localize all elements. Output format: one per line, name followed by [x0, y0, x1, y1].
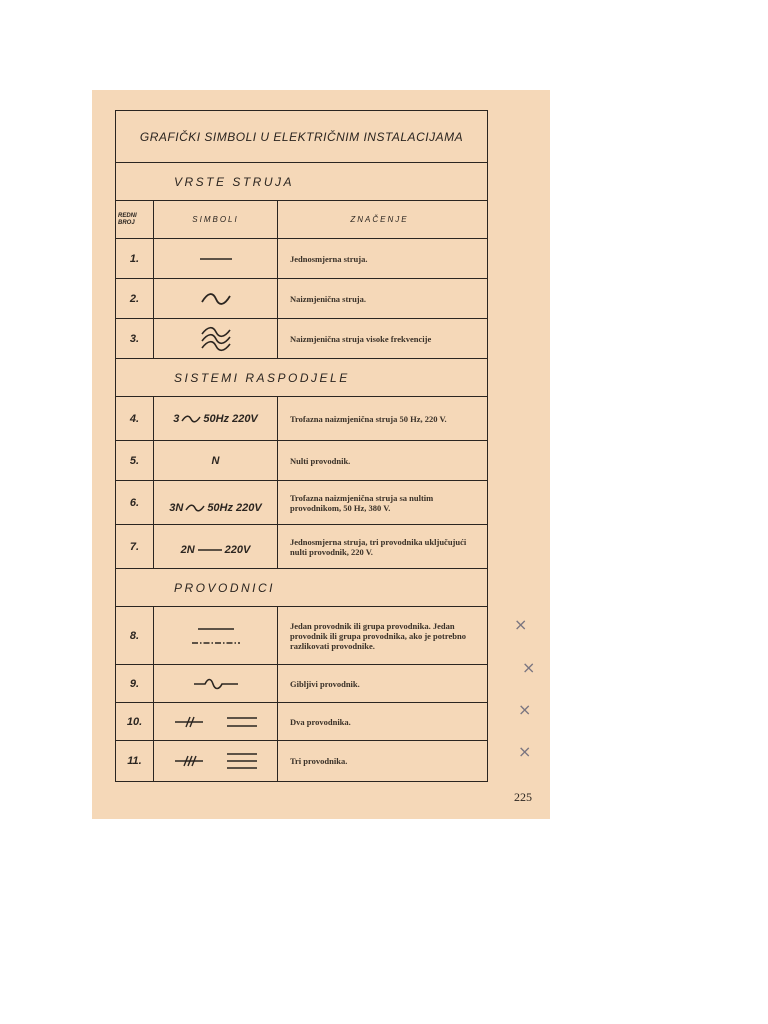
row-meaning: Trofazna naizmjenična struja 50 Hz, 220 V. [290, 413, 447, 424]
table-row [116, 279, 487, 319]
row-number: 7. [116, 525, 154, 568]
pencil-mark: × [518, 742, 532, 761]
symbol-dc-three-wire [154, 525, 278, 568]
section-conductors: PROVODNICI [116, 569, 487, 607]
symbol-three-conductors-icon [154, 741, 278, 781]
symbol-suffix: 50Hz 220V [207, 501, 262, 514]
table-row [116, 239, 487, 279]
table-row [116, 607, 487, 665]
line-icon [197, 547, 223, 553]
table-title: GRAFIČKI SIMBOLI U ELEKTRIČNIM INSTALACIJAMA [116, 111, 487, 163]
symbol-neutral: N [154, 441, 278, 480]
row-meaning: Nulti provodnik. [290, 455, 351, 466]
table-row [116, 703, 487, 741]
row-meaning: Dva provodnika. [290, 716, 351, 727]
page-number: 225 [514, 790, 532, 804]
row-number: 2. [116, 279, 154, 318]
table-row [116, 397, 487, 441]
section-distribution-systems: SISTEMI RASPODJELE [116, 359, 487, 397]
book-page [92, 90, 550, 819]
header-symbols: SIMBOLI [154, 201, 278, 238]
symbol-prefix: 3N [169, 501, 184, 514]
symbol-hf-ac-icon [154, 319, 278, 358]
section-current-types: VRSTE STRUJA [116, 163, 487, 201]
row-number: 11. [116, 741, 154, 781]
symbol-suffix: 50Hz 220V [203, 412, 258, 425]
symbol-flexible-conductor-icon [154, 665, 278, 702]
symbol-three-phase [154, 397, 278, 440]
row-number: 5. [116, 441, 154, 480]
table-row [116, 319, 487, 359]
symbol-conductor-icon [154, 607, 278, 664]
row-number: 6. [116, 481, 154, 524]
table-row [116, 741, 487, 781]
table-row [116, 665, 487, 703]
row-meaning: Naizmjenična struja. [290, 293, 367, 304]
symbol-suffix: 220V [224, 543, 251, 556]
row-number: 9. [116, 665, 154, 702]
symbol-two-conductors-icon [154, 703, 278, 740]
header-number: REDNI BROJ [116, 201, 154, 238]
table-row [116, 481, 487, 525]
header-meaning: ZNAČENJE [350, 214, 409, 224]
table-row [116, 441, 487, 481]
symbols-table [115, 110, 488, 782]
row-number: 3. [116, 319, 154, 358]
row-meaning: Naizmjenična struja visoke frekvencije [290, 333, 432, 344]
symbol-three-phase-neutral [154, 481, 278, 524]
row-number: 1. [116, 239, 154, 278]
row-number: 10. [116, 703, 154, 740]
row-number: 8. [116, 607, 154, 664]
ac-wave-icon [181, 414, 201, 424]
row-number: 4. [116, 397, 154, 440]
row-meaning: Jedan provodnik ili grupa provodnika. Jedan provodnik ili grupa provodnika, ako je potrebno razlikovati provodnike. [290, 620, 466, 651]
pencil-mark: × [514, 615, 528, 634]
row-meaning: Trofazna naizmjenična struja sa nultim provodnikom, 50 Hz, 380 V. [290, 492, 434, 513]
row-meaning: Jednosmjerna struja, tri provodnika uključujući nulti provodnik, 220 V. [290, 536, 467, 557]
pencil-mark: × [518, 700, 532, 719]
pencil-mark: × [522, 658, 536, 677]
symbol-prefix: 3 [173, 412, 180, 425]
symbol-ac-icon [154, 279, 278, 318]
table-row [116, 525, 487, 569]
row-meaning: Tri provodnika. [290, 756, 348, 766]
row-meaning: Jednosmjerna struja. [290, 253, 368, 264]
symbol-prefix: 2N [180, 543, 195, 556]
ac-wave-icon [185, 503, 205, 513]
row-meaning: Gibljivi provodnik. [290, 678, 360, 689]
symbol-dc-icon [154, 239, 278, 278]
table-header [116, 201, 487, 239]
